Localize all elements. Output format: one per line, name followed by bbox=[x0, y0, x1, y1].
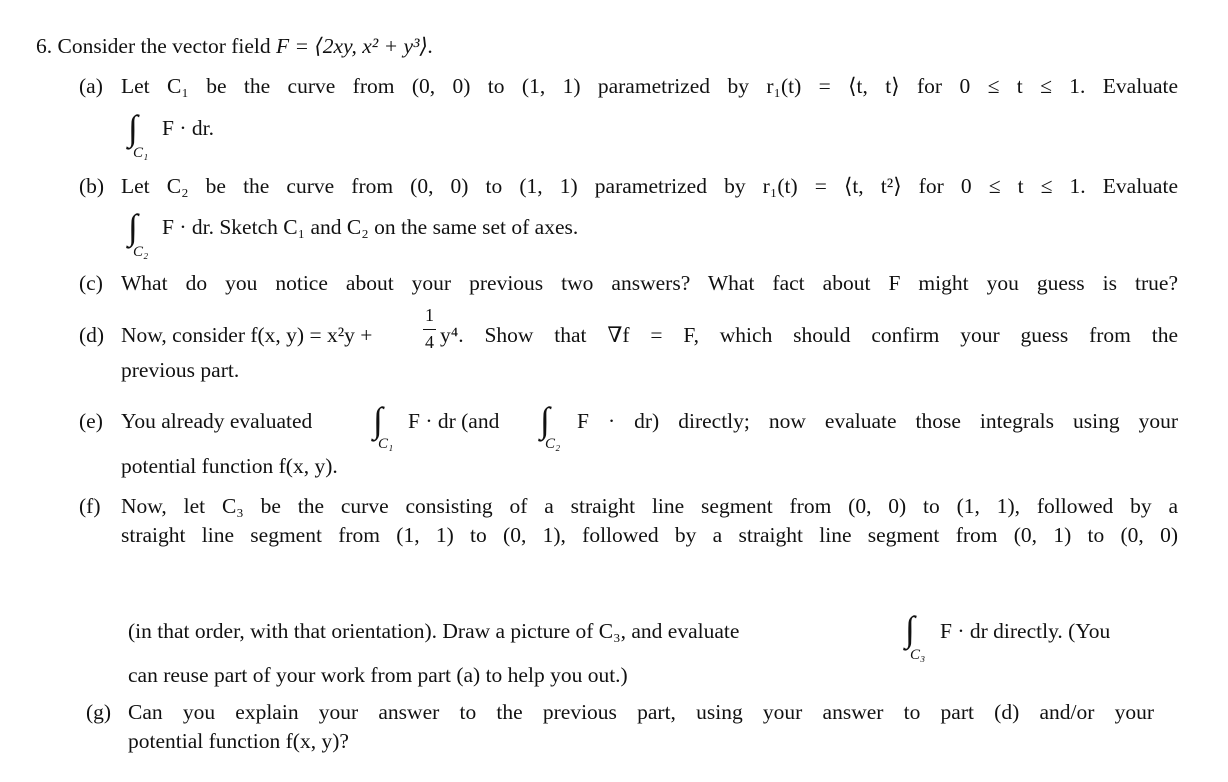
part-f-line2: straight line segment from (1, 1) to (0, 1), followed by a straight line segment from (0, 1) to (0, 0) bbox=[121, 523, 1178, 547]
part-b-line1: Let C₂ be the curve from (0, 0) to (1, 1) parametrized by r₁(t) = ⟨t, t²⟩ for 0 ≤ t ≤ 1. Evaluate bbox=[121, 174, 1178, 198]
part-d-text-before: Now, consider f(x, y) = x²y + bbox=[121, 323, 373, 347]
part-c-text: What do you notice about your previous two answers? What fact about F might you guess is true? bbox=[121, 271, 1178, 295]
vector-field-definition: F = ⟨2xy, x² + y³⟩. bbox=[276, 34, 434, 58]
part-a-label: (a) bbox=[79, 74, 103, 98]
part-a-line1: Let C₁ be the curve from (0, 0) to (1, 1) parametrized by r₁(t) = ⟨t, t⟩ for 0 ≤ t ≤ 1. Evaluate bbox=[121, 74, 1178, 98]
problem-number: 6. bbox=[36, 34, 53, 58]
part-f-line3-after: F · dr directly. (You bbox=[940, 619, 1111, 643]
part-g-line1: Can you explain your answer to the previous part, using your answer to part (d) and/or your bbox=[128, 700, 1154, 724]
integral-sign: ∫ bbox=[540, 400, 550, 440]
integral-sign: ∫ bbox=[128, 207, 138, 247]
fraction-numerator: 1 bbox=[425, 305, 434, 325]
integral-subscript: C₁ bbox=[133, 145, 149, 161]
part-f-line4: can reuse part of your work from part (a) to help you out.) bbox=[128, 663, 628, 687]
integral-sign: ∫ bbox=[373, 400, 383, 440]
part-e-text2: F · dr (and bbox=[408, 409, 500, 433]
part-b-label: (b) bbox=[79, 174, 105, 198]
part-g-line2: potential function f(x, y)? bbox=[128, 729, 349, 753]
part-f-label: (f) bbox=[79, 494, 101, 518]
integral-sign: ∫ bbox=[128, 108, 138, 148]
part-e-text3: F · dr) directly; now evaluate those integrals using your bbox=[577, 409, 1178, 433]
part-e-line2: potential function f(x, y). bbox=[121, 454, 338, 478]
problem-header bbox=[36, 36, 433, 58]
part-a-integrand: F · dr. bbox=[162, 116, 214, 140]
integral-subscript: C₂ bbox=[545, 436, 561, 452]
part-d-text-after: y⁴. Show that ∇f = F, which should confirm your guess from the bbox=[440, 323, 1178, 347]
part-d-label: (d) bbox=[79, 323, 105, 347]
integral-subscript: C₁ bbox=[378, 436, 394, 452]
part-e-text1: You already evaluated bbox=[121, 409, 313, 433]
fraction-bar bbox=[423, 329, 436, 330]
part-d-line2: previous part. bbox=[121, 358, 240, 382]
part-f-line1: Now, let C₃ be the curve consisting of a straight line segment from (0, 0) to (1, 1), followed by a bbox=[121, 494, 1178, 518]
integral-sign: ∫ bbox=[905, 609, 915, 649]
fraction-denominator: 4 bbox=[425, 332, 434, 352]
part-f-line3-before: (in that order, with that orientation). Draw a picture of C₃, and evaluate bbox=[128, 619, 740, 643]
part-b-integrand: F · dr. Sketch C₁ and C₂ on the same set of axes. bbox=[162, 215, 579, 239]
part-e-label: (e) bbox=[79, 409, 103, 433]
integral-subscript: C₂ bbox=[133, 244, 149, 260]
problem-intro: Consider the vector field bbox=[57, 34, 271, 58]
part-c-label: (c) bbox=[79, 271, 103, 295]
integral-subscript: C₃ bbox=[910, 647, 926, 663]
part-g-label: (g) bbox=[86, 700, 112, 724]
